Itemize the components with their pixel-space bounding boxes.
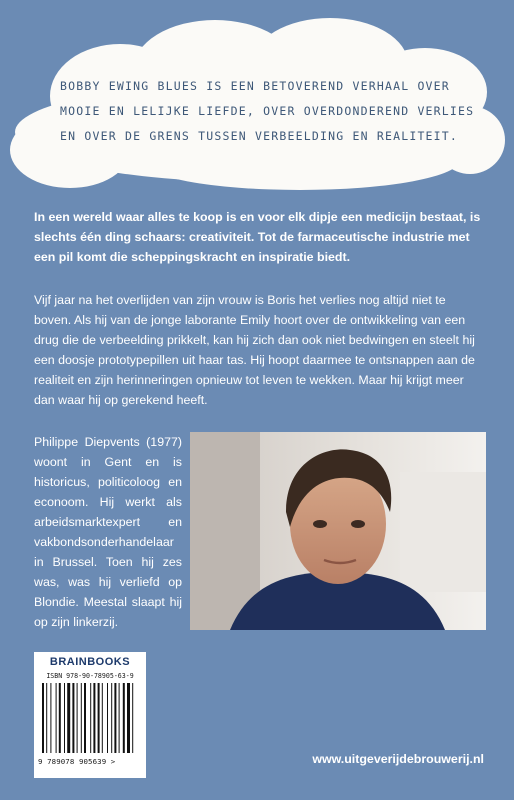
- publisher-brand: BRAINBOOKS: [49, 656, 131, 668]
- author-bio: Philippe Diepvents (1977) woont in Gent en is historicus, politicoloog en econoom. Hij werkt als arbeidsmarktexpert en vakbondsonderhandelaar in Brussel. Toen hij zes was, was hij verliefd op Blondie. Meestal slaapt hij op zijn linkerzij.: [34, 435, 182, 629]
- cloud-quote-line-1: BOBBY EWING BLUES IS EEN BETOVEREND VERHAAL OVER: [60, 79, 450, 93]
- barcode-digits: 9 789078 905639 >: [38, 757, 116, 766]
- intro-paragraph: In een wereld waar alles te koop is en voor elk dipje een medicijn bestaat, is slechts één ding schaars: creativiteit. Tot de farmaceutische industrie met een pil komt die scheppingskracht en inspiratie biedt.: [34, 210, 481, 264]
- cloud-quote-line-3: EN OVER DE GRENS TUSSEN VERBEELDING EN REALITEIT.: [60, 129, 459, 143]
- isbn-label: ISBN 978-90-78905-63-9: [46, 672, 134, 680]
- synopsis-paragraph: Vijf jaar na het overlijden van zijn vrouw is Boris het verlies nog altijd niet te boven. Als hij van de jonge laborante Emily hoort over de ontwikkeling van een drug die de verbeelding prikkelt, kan hij zich dan ook niet bedwingen en steelt hij een doosje prototypepillen uit haar tas. Hij hoopt daarmee te ontsnappen aan de realiteit en zijn herinneringen opnieuw tot leven te wekken. Maar hij krijgt meer dan waar hij op gerekend heeft.: [34, 293, 475, 407]
- publisher-website: www.uitgeverijdebrouwerij.nl: [312, 752, 484, 766]
- cloud-quote-line-2: MOOIE EN LELIJKE LIEFDE, OVER OVERDONDEREND VERLIES: [60, 104, 475, 118]
- barcode-box: [34, 652, 146, 778]
- author-photo: [190, 432, 486, 630]
- cloud-quote: [60, 74, 480, 149]
- barcode-icon: [40, 683, 140, 757]
